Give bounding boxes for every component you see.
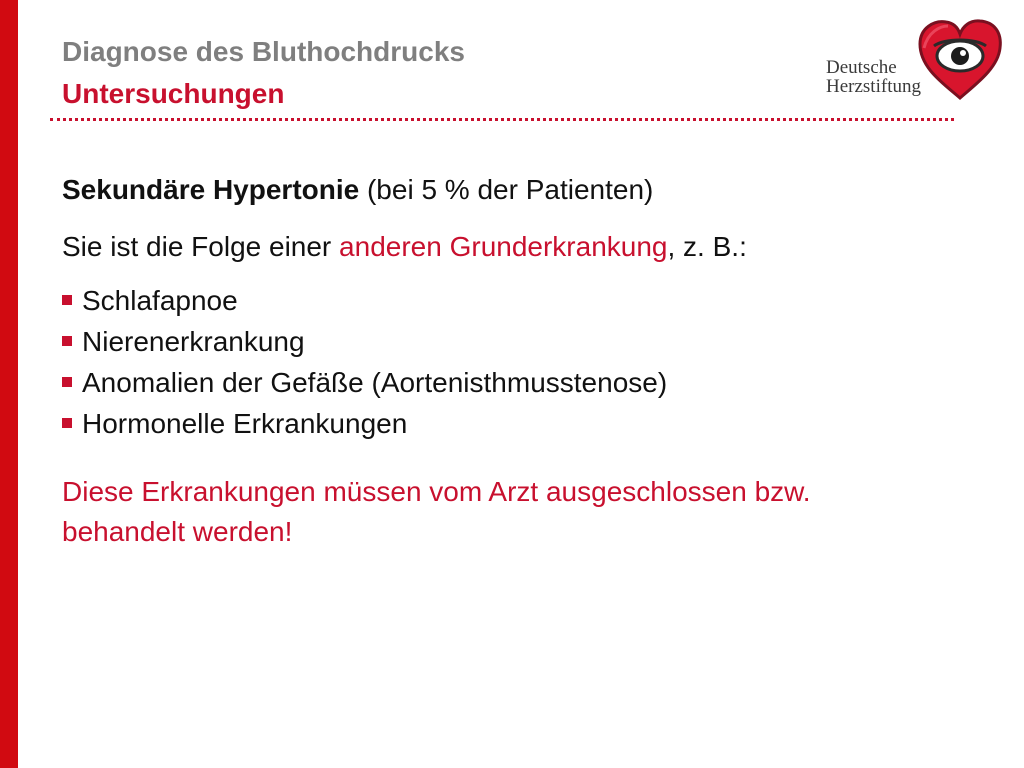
logo-text-line1: Deutsche [826,57,897,78]
condition-list [62,280,942,444]
slide-body [62,170,942,580]
intro-line [62,170,942,210]
list-item: Anomalien der Gefäße (Aortenisthmusstenose) [62,362,942,403]
intro-term: Sekundäre Hypertonie [62,174,360,205]
cause-prefix: Sie ist die Folge einer [62,231,340,262]
list-item: Nierenerkrankung [62,321,942,362]
slide-subtitle: Untersuchungen [62,78,285,109]
cause-suffix: , z. B.: [667,231,747,262]
heart-eye-icon [914,18,1006,102]
logo-text-line2: Herzstiftung [826,76,921,97]
logo-text [826,58,921,96]
list-item: Schlafapnoe [62,280,942,321]
intro-detail: (bei 5 % der Patienten) [359,174,654,205]
cause-highlight: anderen Grunderkrankung [339,231,668,262]
deutsche-herzstiftung-logo [826,18,1006,103]
list-item: Hormonelle Erkrankungen [62,403,942,444]
cause-line [62,227,942,267]
title-divider [50,118,954,121]
left-accent-bar [0,0,18,768]
slide-title: Diagnose des Bluthochdrucks [62,36,465,67]
warning-note: Diese Erkrankungen müssen vom Arzt ausgeschlossen bzw. behandelt werden! [62,476,811,547]
